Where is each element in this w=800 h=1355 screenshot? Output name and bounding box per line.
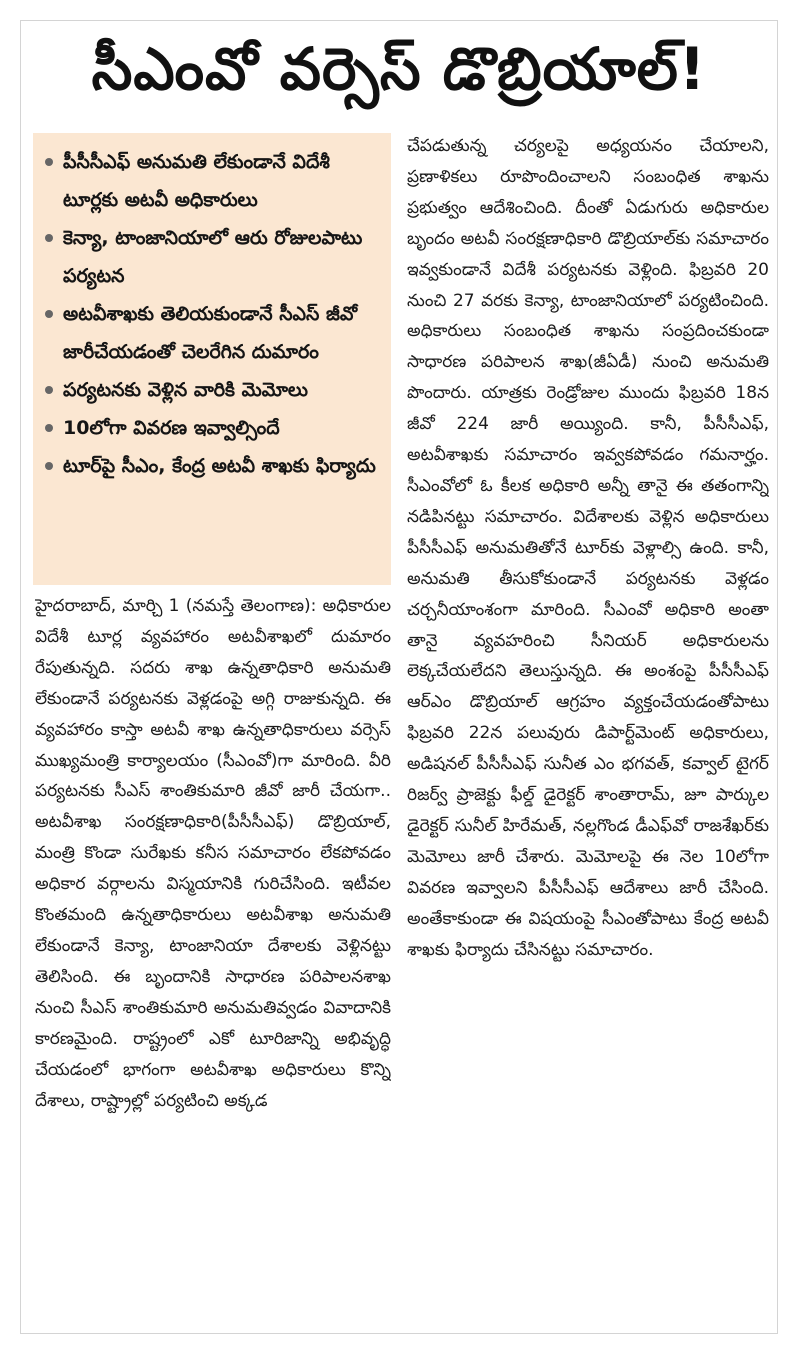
highlights-list bbox=[43, 143, 383, 485]
bullet-icon bbox=[45, 462, 53, 470]
highlight-item bbox=[43, 295, 383, 371]
bullet-icon bbox=[45, 234, 53, 242]
highlight-text: అటవీశాఖకు తెలియకుండానే సీఎస్ జీవో జారీచేయడంతో చెలరేగిన దుమారం bbox=[63, 303, 358, 363]
bullet-icon bbox=[45, 310, 53, 318]
article-body-left-column: హైదరాబాద్, మార్చి 1 (నమస్తే తెలంగాణ): అధికారుల విదేశీ టూర్ల వ్యవహారం అటవీశాఖలో దుమారం రేపుతున్నది. సదరు శాఖ ఉన్నతాధికారి అనుమతి లేకుండానే పర్యటనకు వెళ్లడంపై అగ్గి రాజుకున్నది. ఈ వ్యవహారం కాస్తా అటవీ శాఖ ఉన్నతాధికారులు వర్సెస్ ముఖ్యమంత్రి కార్యాలయం (సీఎంవో)గా మారింది. వీరి పర్యటనకు సీఎస్ శాంతికుమారి జీవో జారీ చేయగా.. అటవీశాఖ సంరక్షణాధికారి(పీసీసీఎఫ్) డొబ్రియాల్, మంత్రి కొండా సురేఖకు కనీస సమాచారం లేకపోవడం అధికార వర్గాలను విస్మయానికి గురిచేసింది. ఇటీవల కొంతమంది ఉన్నతాధికారులు అటవీశాఖ అనుమతి లేకుండానే కెన్యా, టాంజానియా దేశాలకు వెళ్లినట్టు తెలిసింది. ఈ బృందానికి సాధారణ పరిపాలనశాఖ నుంచి సీఎస్ శాంతికుమారి అనుమతివ్వడం వివాదానికి కారణమైంది. రాష్ట్రంలో ఎకో టూరిజాన్ని అభివృద్ధి చేయడంలో భాగంగా అటవీశాఖ అధికారులు కొన్ని దేశాలు, రాష్ట్రాల్లో పర్యటించి అక్కడ bbox=[35, 596, 391, 1111]
highlight-text: కెన్యా, టాంజానియాలో ఆరు రోజులపాటు పర్యటన bbox=[63, 227, 363, 287]
highlight-item bbox=[43, 219, 383, 295]
highlights-box bbox=[33, 133, 391, 585]
highlight-item bbox=[43, 447, 383, 485]
bullet-icon bbox=[45, 424, 53, 432]
highlight-text: పీసీసీఎఫ్ అనుమతి లేకుండానే విదేశీ టూర్లకు అటవీ అధికారులు bbox=[63, 151, 330, 211]
newspaper-clipping bbox=[20, 20, 778, 1334]
headline: సీఎంవో వర్సెస్ డొబ్రియాల్! bbox=[91, 35, 707, 103]
highlight-text: పర్యటనకు వెళ్లిన వారికి మెమోలు bbox=[63, 379, 308, 401]
highlight-item bbox=[43, 371, 383, 409]
highlight-text: టూర్‌పై సీఎం, కేంద్ర అటవీ శాఖకు ఫిర్యాదు bbox=[63, 455, 376, 477]
article-body-right-column: చేపడుతున్న చర్యలపై అధ్యయనం చేయాలని, ప్రణాళికలు రూపొందించాలని సంబంధిత శాఖను ప్రభుత్వం ఆదేశించింది. దీంతో ఏడుగురు అధికారుల బృందం అటవీ సంరక్షణాధికారి డొబ్రియాల్‌కు సమాచారం ఇవ్వకుండానే విదేశీ పర్యటనకు వెళ్లింది. ఫిబ్రవరి 20 నుంచి 27 వరకు కెన్యా, టాంజానియాలో పర్యటించింది. అధికారులు సంబంధిత శాఖను సంప్రదించకుండా సాధారణ పరిపాలన శాఖ(జీఏడీ) నుంచి అనుమతి పొందారు. యాత్రకు రెండ్రోజుల ముందు ఫిబ్రవరి 18న జీవో 224 జారీ అయ్యింది. కానీ, పీసీసీఎఫ్, అటవీశాఖకు సమాచారం ఇవ్వకపోవడం గమనార్హం. సీఎంవోలో ఓ కీలక అధికారి అన్నీ తానై ఈ తతంగాన్ని నడిపినట్టు సమాచారం. విదేశాలకు వెళ్లిన అధికారులు పీసీసీఎఫ్ అనుమతితోనే టూర్‌కు వెళ్లాల్సి ఉంది. కానీ, అనుమతి తీసుకోకుండానే పర్యటనకు వెళ్లడం చర్చనీయాంశంగా మారింది. సీఎంవో అధికారి అంతా తానై వ్యవహరించి సీనియర్ అధికారులను లెక్కచేయలేదని తెలుస్తున్నది. ఈ అంశంపై పీసీసీఎఫ్ ఆర్ఎం డొబ్రియాల్ ఆగ్రహం వ్యక్తంచేయడంతోపాటు ఫిబ్రవరి 22న పలువురు డిపార్ట్‌మెంట్ అధికారులు, అడిషనల్ పీసీసీఎఫ్ సునీత ఎం భగవత్, కవ్వాల్ టైగర్ రిజర్వ్ ప్రాజెక్టు ఫీల్డ్ డైరెక్టర్ శాంతారామ్, జూ పార్కుల డైరెక్టర్ సునీల్ హిరేమత్, నల్లగొండ డీఎఫ్‌వో రాజశేఖర్‌కు మెమోలు జారీ చేశారు. మెమోలపై ఈ నెల 10లోగా వివరణ ఇవ్వాలని పీసీసీఎఫ్ ఆదేశాలు జారీ చేసింది. అంతేకాకుండా ఈ విషయంపై సీఎంతోపాటు కేంద్ర అటవీ శాఖకు ఫిర్యాదు చేసినట్టు సమాచారం. bbox=[407, 136, 769, 960]
highlight-item bbox=[43, 409, 383, 447]
bullet-icon bbox=[45, 158, 53, 166]
highlight-item bbox=[43, 143, 383, 219]
highlight-text: 10లోగా వివరణ ఇవ్వాల్సిందే bbox=[63, 417, 280, 439]
bullet-icon bbox=[45, 386, 53, 394]
